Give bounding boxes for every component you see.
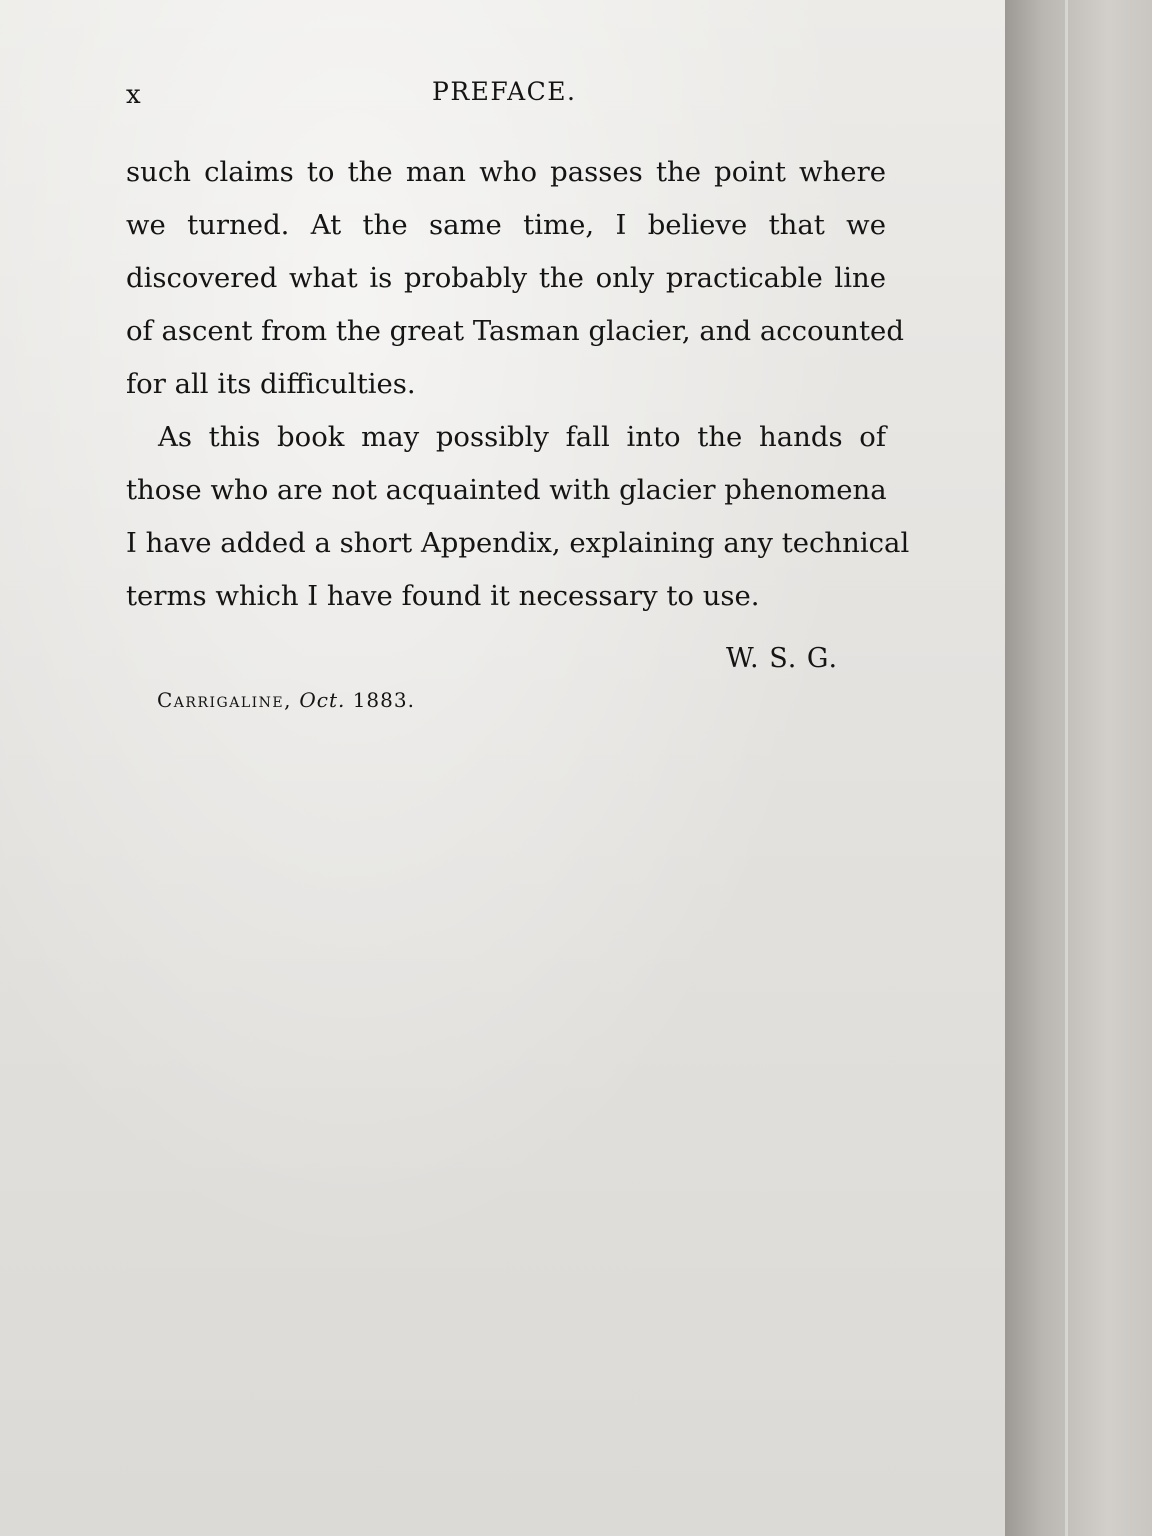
dateline-place: Carrigaline, [157, 688, 292, 712]
facing-page-edge [1005, 0, 1152, 1536]
body-text [126, 146, 910, 623]
page-number: x [126, 80, 142, 110]
body-line: such claims to the man who passes the point where [126, 156, 886, 188]
author-initials: W. S. G. [726, 643, 839, 674]
dateline-year: 1883. [352, 688, 415, 712]
body-line: we turned. At the same time, I believe that we [126, 209, 886, 241]
body-line: terms which I have found it necessary to use. [126, 580, 760, 612]
running-head: PREFACE. [432, 77, 577, 106]
dateline [157, 688, 415, 712]
body-line: discovered what is probably the only practicable line [126, 262, 886, 294]
dateline-month: Oct. [299, 688, 346, 712]
body-line: for all its difficulties. [126, 368, 416, 400]
body-line: I have added a short Appendix, explaining any technical [126, 527, 910, 559]
body-line: As this book may possibly fall into the hands of [158, 421, 886, 453]
body-line: those who are not acquainted with glacier phenomena [126, 474, 887, 506]
body-line: of ascent from the great Tasman glacier, and accounted [126, 315, 904, 347]
